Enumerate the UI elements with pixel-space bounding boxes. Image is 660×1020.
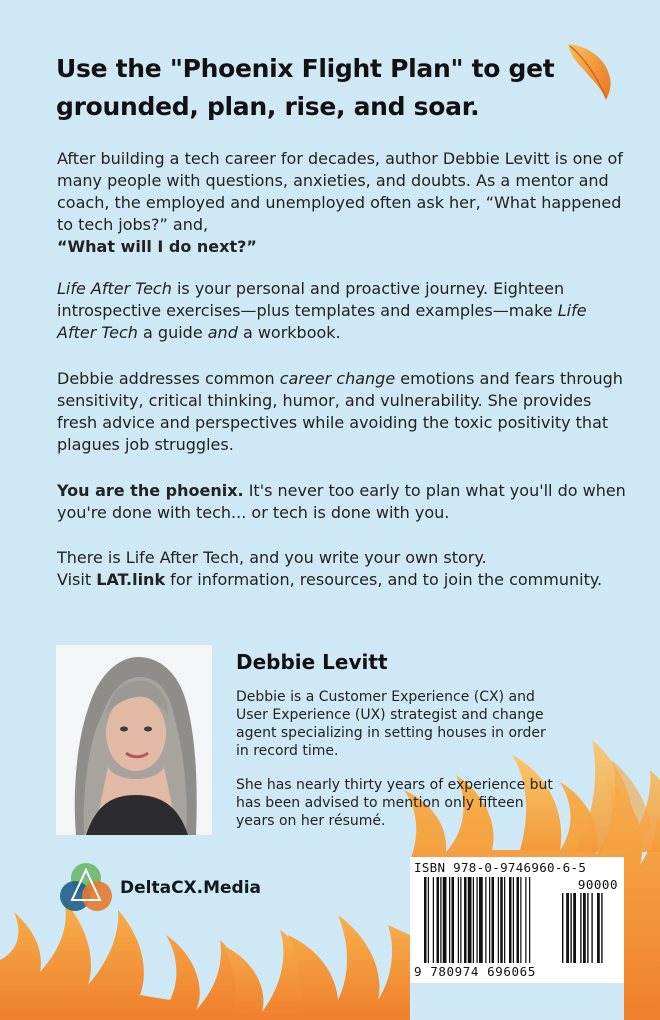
emotions-text: Debbie addresses common: [57, 369, 280, 388]
book-title: Life After Tech: [57, 301, 587, 342]
paragraph-visit: [57, 547, 627, 591]
visit-text: for information, resources, and to join the community.: [165, 570, 603, 589]
publisher-logo: [56, 858, 296, 918]
author-portrait-illustration: [56, 645, 212, 835]
isbn-barcode: [410, 857, 624, 983]
phoenix-statement: You are the phoenix.: [57, 481, 244, 500]
career-change-emphasis: career change: [279, 369, 396, 388]
deltacx-logo-icon: [56, 858, 116, 918]
author-bio-text: She has nearly thirty years of experience but has been advised to mention only fifteen years on her résumé.: [236, 777, 553, 829]
journey-text: a workbook.: [237, 323, 341, 342]
intro-question: “What will I do next?”: [57, 237, 257, 256]
phoenix-text: It's never too early to plan what you'll do when you're done with tech... or tech is done with you.: [57, 481, 626, 522]
headline: Use the "Phoenix Flight Plan" to get grounded, plan, rise, and soar.: [56, 54, 555, 121]
visit-text: Visit: [57, 570, 97, 589]
addon-code: 90000: [577, 877, 618, 892]
paragraph-intro: [57, 148, 627, 258]
isbn-label: ISBN 978-0-9746960-6-5: [414, 860, 587, 875]
author-photo: [56, 645, 212, 835]
journey-text: a guide: [137, 323, 208, 342]
paragraph-journey: [57, 278, 627, 344]
author-bio-2: [236, 776, 556, 830]
visit-line1: There is Life After Tech, and you write your own story.: [57, 548, 487, 567]
book-title: Life After Tech: [57, 279, 172, 298]
and-emphasis: and: [207, 323, 238, 342]
author-bio-1: [236, 688, 556, 760]
publisher-name: DeltaCX.Media: [120, 878, 262, 898]
paragraph-emotions: [57, 368, 627, 456]
ean-digits: 9 780974 696065: [414, 964, 536, 979]
journey-text: is your personal and proactive journey. Eighteen introspective exercises—plus templates and examples—make: [57, 279, 565, 320]
lat-link[interactable]: LAT.link: [96, 570, 166, 589]
author-bio-text: Debbie is a Customer Experience (CX) and User Experience (UX) strategist and change agent specializing in setting houses in order in record time.: [236, 689, 546, 759]
intro-text: After building a tech career for decades, author Debbie Levitt is one of many people with questions, anxieties, and doubts. As a mentor and coach, the employed and unemployed often ask her, “What happened to tech jobs?” and,: [57, 149, 623, 234]
emotions-text: emotions and fears through sensitivity, critical thinking, humor, and vulnerability. She provides fresh advice and perspectives while avoiding the toxic positivity that plagues job struggles.: [57, 369, 623, 454]
author-name: Debbie Levitt: [236, 650, 388, 674]
paragraph-phoenix: [57, 480, 627, 524]
